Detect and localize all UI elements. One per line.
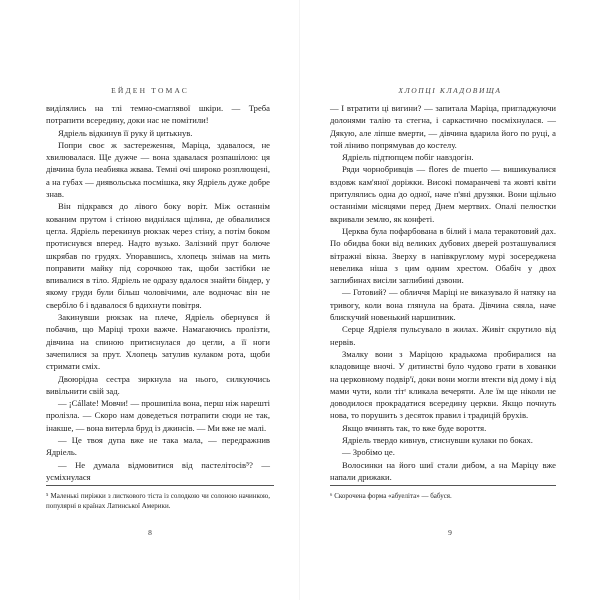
- paragraph: Серце Ядріеля пульсувало в жилах. Живіт скрутило від нервів.: [330, 324, 556, 347]
- paragraph: Якщо вчинять так, то вже буде вороття.: [342, 422, 487, 433]
- paragraph: Закинувши рюкзак на плече, Ядріель обернувся й побачив, що Маріці трохи важче. Намагаючись пролізти, дівчина на спиною притиснулася до цегли, а її ноги зачепилися за прут. Хлопець затулив кулаком рота, щоби стримати сміх.: [46, 312, 270, 372]
- left-body-text: [46, 102, 270, 483]
- paragraph: виділялись на тлі темно-смаглявої шкіри. — Треба потрапити всередину, доки нас не помітили!: [46, 103, 270, 126]
- right-page: [300, 0, 600, 600]
- running-head-title: ХЛОПЦІ КЛАДОВИЩА: [398, 86, 502, 95]
- paragraph: Змалку вони з Маріцою крадькома пробиралися на кладовище вночі. У дитинстві було чудово грати в хованки на церковному подвір'ї, доки вони могли втекти від дому і від мами чути, коли тітᶦ кликала вечеряти. Але їм ще ніколи не доводилося прокрадатися всередину церкви. Якщо почнуть нова, то порушить з десяток правил і традицій брухів.: [330, 348, 556, 421]
- page-number: 9: [448, 528, 452, 537]
- paragraph: — Не думала відмовитися від пастелітосів⁵? — усміхнулася: [46, 459, 270, 482]
- page-number: 8: [148, 528, 152, 537]
- paragraph: — ¡Cállate! Мовчи! — прошипіла вона, перш ніж нарешті пролізла. — Скоро нам доведеться потрапити сюди не так, інакше, — вона витерла бруд із джинсів. — Ми вже не малі.: [46, 398, 270, 433]
- paragraph: Ядріель підтюпцем побіг навздогін.: [342, 152, 474, 163]
- running-head-author: ЕЙДЕН ТОМАС: [111, 86, 189, 95]
- paragraph: Попри своє ж застереження, Маріца, здавалося, не хвилювалася. Ще дужче — вона здавалася розпашілою: ця дівчина була неабияка жвава. Темні очі широко розплющені, а на губах — диявольська посмішка, яку Ядріель дуже добре знав.: [46, 139, 270, 200]
- footnote: ⁵ Маленькі пиріжки з листкового тіста із солодкою чи солоною начинкою, популярні в країнах Латинської Америки.: [46, 492, 270, 510]
- paragraph: Ядріель твердо кивнув, стиснувши кулаки по боках.: [342, 435, 533, 446]
- footnote-divider: [46, 485, 274, 486]
- footnote: ⁶ Скорочена форма «абуеліта» — бабуся.: [330, 492, 452, 500]
- paragraph: — Зробімо це.: [342, 447, 395, 458]
- paragraph: Волосинки на його шиї стали дибом, а на Маріцу вже напали дрижаки.: [330, 459, 556, 482]
- paragraph: Церква була пофарбована в білий і мала теракотовий дах. По обидва боки від великих дубових дверей розташувалися вітражні вікна. Зверху в напівкруглому мурі зосереджена невелика ніша з цим одним хрестом. Обабіч у двох заглибинах висіли заглибині дзвони.: [330, 225, 556, 286]
- paragraph: Ядріель відкинув її руку й цитькнув.: [58, 127, 193, 138]
- paragraph: Ряди чорнобривців — flores de muerto — вишикувалися вздовж кам'яної доріжки. Високі помаранчеві та жовті квіти притулялись одна до одної, наче п'яні друзяки. Вони щільно останніми місяцями перед Днем мертвих. Опалі пелюстки вкривали землю, як конфеті.: [330, 164, 556, 224]
- paragraph: — Це твоя дупа вже не така мала, — передражнив Ядріель.: [46, 435, 270, 458]
- paragraph: Двоюрідна сестра зиркнула на нього, силкуючись вивільнити свій зад.: [46, 373, 270, 396]
- footnote-divider: [330, 485, 556, 486]
- paragraph: Він підкрався до лівого боку воріт. Між останнім кованим прутом і стіною виднілася щілина, де обвалилися цегла. Ядріель перекинув рюкзак через стіну, а потім боком протиснувся вперед. Надто вузько. Залізний прут болюче шкрябав по грудях. Упоравшись, хлопець знімав на мить поправити майку під сорочкою так, щоби застібки не впивалися в тіло. Ядріель не одразу вдалося знайти біндер, у якому груди були більш чоловічими, але водночас він не свербіло б і вдавалося б вдихнути повітря.: [46, 201, 270, 310]
- right-body-text: [330, 102, 556, 483]
- paragraph: — Готовий? — обличчя Маріці не виказувало й натяку на тривогу, коли вона глянула на брата. Дівчина сяяла, наче блискучий новенький наршипник.: [330, 287, 556, 323]
- paragraph: — І втратити ці вигини? — запитала Маріца, пригладжуючи долонями талію та стегна, і саркастично посміхнулася. — Дякую, але ліпше вмерти, — дівчина вдарила його по руці, а той ліниво попрямував до костелу.: [330, 103, 556, 150]
